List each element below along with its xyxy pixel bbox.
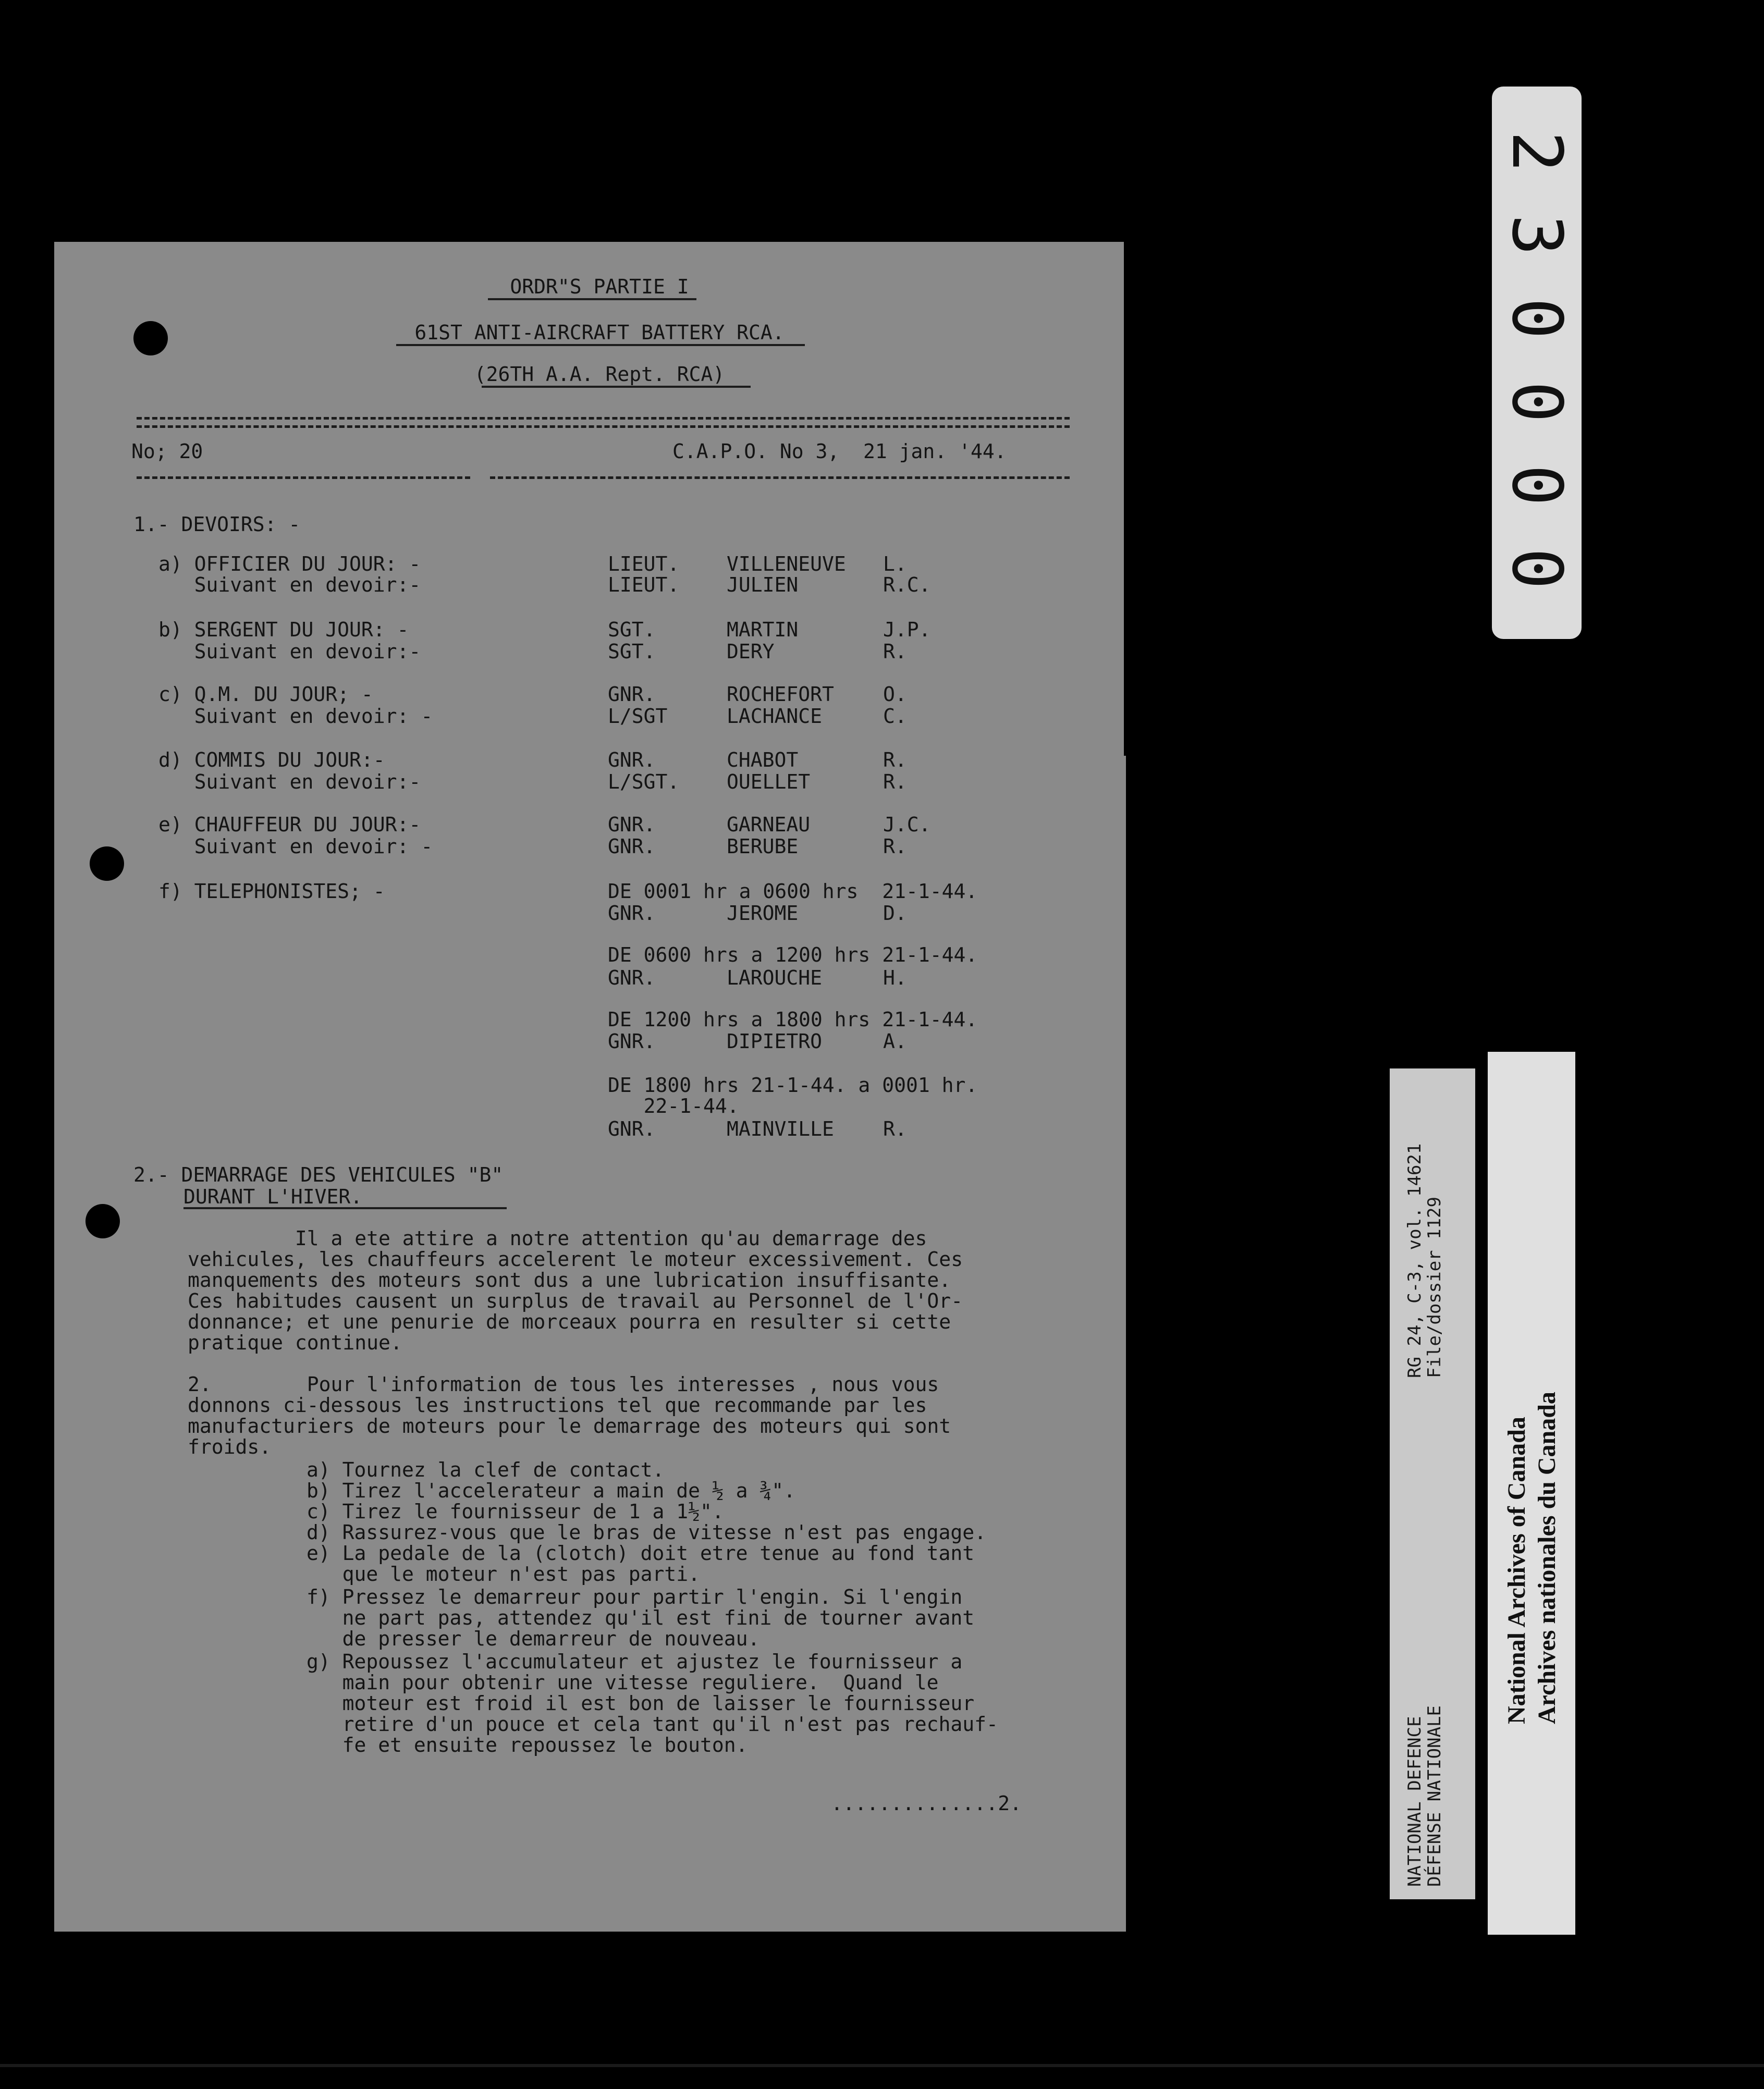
duty-initials: R. xyxy=(883,1117,907,1140)
stamp-digit: 0 xyxy=(1497,381,1577,423)
duty-initials: D. xyxy=(883,902,907,925)
list-item: main pour obtenir une vitesse reguliere. Quand le xyxy=(307,1671,939,1694)
reference-text: File/dossier 1129 xyxy=(1424,1197,1445,1378)
stamp-digit: 0 xyxy=(1497,548,1577,589)
list-item: g) Repoussez l'accumulateur et ajustez le fournisseur a xyxy=(307,1650,963,1673)
list-item: d) Rassurez-vous que le bras de vitesse n'est pas engage. xyxy=(307,1521,987,1544)
department-text: NATIONAL DEFENCE xyxy=(1404,1716,1425,1887)
duty-initials: J.C. xyxy=(883,813,931,836)
duty-label: d) COMMIS DU JOUR:- xyxy=(158,748,385,771)
duty-initials: H. xyxy=(883,966,907,989)
archives-canada-label xyxy=(1488,1052,1575,1935)
duty-name: LACHANCE xyxy=(727,705,823,728)
heading-underline xyxy=(183,1207,507,1209)
order-number: No; 20 xyxy=(131,440,203,463)
place-date: C.A.P.O. No 3, 21 jan. '44. xyxy=(672,440,1007,463)
list-item: e) La pedale de la (clotch) doit etre tenue au fond tant xyxy=(307,1542,975,1565)
title-underline xyxy=(488,298,696,300)
order-title: ORDR"S PARTIE I xyxy=(510,275,689,298)
duty-initials: O. xyxy=(883,683,907,706)
stamp-digit: 0 xyxy=(1497,298,1577,339)
shift-time: DE 1800 hrs 21-1-44. a 0001 hr. xyxy=(608,1074,978,1097)
duty-name: DIPIETRO xyxy=(727,1030,823,1053)
duty-rank: L/SGT xyxy=(608,705,668,728)
separator xyxy=(137,476,470,479)
duty-label: Suivant en devoir: - xyxy=(158,835,433,858)
reference-text: RG 24, C-3, vol. 14621 xyxy=(1404,1143,1425,1378)
stamp-digit: 2 xyxy=(1497,131,1577,173)
punch-hole xyxy=(85,1204,120,1238)
text-line: donnance; et une penurie de morceaux pourra en resulter si cette xyxy=(188,1310,951,1333)
duty-rank: GNR. xyxy=(608,683,656,706)
duty-name: VILLENEUVE xyxy=(727,552,846,575)
shift-time: DE 0600 hrs a 1200 hrs 21-1-44. xyxy=(608,943,978,966)
punch-hole xyxy=(133,321,168,355)
duty-rank: GNR. xyxy=(608,902,656,925)
list-item: moteur est froid il est bon de laisser le fournisseur xyxy=(307,1692,975,1715)
duty-label: c) Q.M. DU JOUR; - xyxy=(158,683,373,706)
duty-label: Suivant en devoir:- xyxy=(158,770,421,793)
list-item: ne part pas, attendez qu'il est fini de tourner avant xyxy=(307,1606,975,1629)
duty-label: f) TELEPHONISTES; - xyxy=(158,880,385,903)
duty-label: Suivant en devoir:- xyxy=(158,573,421,596)
duty-label: Suivant en devoir:- xyxy=(158,640,421,663)
archives-text: National Archives of Canada xyxy=(1503,1417,1530,1724)
duty-name: MAINVILLE xyxy=(727,1117,834,1140)
duty-name: JULIEN xyxy=(727,573,799,596)
shift-time: 22-1-44. xyxy=(608,1095,739,1117)
shift-time: DE 1200 hrs a 1800 hrs 21-1-44. xyxy=(608,1008,978,1031)
duty-name: MARTIN xyxy=(727,618,799,641)
duty-rank: SGT. xyxy=(608,618,656,641)
text-line: Ces habitudes causent un surplus de travail au Personnel de l'Or- xyxy=(188,1289,963,1312)
list-item: a) Tournez la clef de contact. xyxy=(307,1458,665,1481)
duty-rank: GNR. xyxy=(608,966,656,989)
separator xyxy=(137,425,1070,428)
duty-rank: GNR. xyxy=(608,1117,656,1140)
list-item: retire d'un pouce et cela tant qu'il n'est pas rechauf- xyxy=(307,1713,998,1736)
duty-name: CHABOT xyxy=(727,748,799,771)
duty-rank: GNR. xyxy=(608,835,656,858)
battery-underline xyxy=(396,344,805,346)
list-item: c) Tirez le fournisseur de 1 a 1½". xyxy=(307,1500,724,1523)
section-heading: 2.- DEMARRAGE DES VEHICULES "B" xyxy=(133,1163,504,1186)
archives-text: Archives nationales du Canada xyxy=(1533,1392,1561,1724)
duty-initials: R. xyxy=(883,770,907,793)
battery-name: 61ST ANTI-AIRCRAFT BATTERY RCA. xyxy=(414,321,785,344)
duty-name: JEROME xyxy=(727,902,799,925)
punch-hole xyxy=(90,846,124,881)
department-text: DÉFENSE NATIONALE xyxy=(1424,1705,1445,1887)
stamp-digit: 0 xyxy=(1497,464,1577,506)
text-line: Il a ete attire a notre attention qu'au demarrage des xyxy=(188,1227,927,1250)
text-line: donnons ci-dessous les instructions tel que recommande par les xyxy=(188,1394,927,1417)
duty-rank: LIEUT. xyxy=(608,573,680,596)
frame-number-stamp xyxy=(1492,87,1582,639)
text-line: froids. xyxy=(188,1435,272,1458)
frame-border xyxy=(0,2064,1764,2067)
duty-initials: R. xyxy=(883,835,907,858)
duty-name: OUELLET xyxy=(727,770,811,793)
duty-initials: L. xyxy=(883,552,907,575)
duty-initials: A. xyxy=(883,1030,907,1053)
list-item: que le moteur n'est pas parti. xyxy=(307,1563,700,1586)
stamp-digit: 3 xyxy=(1497,214,1577,256)
section-heading: DURANT L'HIVER. xyxy=(183,1185,363,1208)
list-item: fe et ensuite repoussez le bouton. xyxy=(307,1734,748,1756)
text-line: manquements des moteurs sont dus a une lubrication insuffisante. xyxy=(188,1269,951,1292)
separator xyxy=(490,476,1070,479)
duty-rank: GNR. xyxy=(608,748,656,771)
page-edge xyxy=(1119,756,1126,1932)
regiment-name: (26TH A.A. Rept. RCA) xyxy=(474,363,725,386)
duty-rank: LIEUT. xyxy=(608,552,680,575)
duty-label: b) SERGENT DU JOUR: - xyxy=(158,618,409,641)
duty-name: ROCHEFORT xyxy=(727,683,834,706)
duty-label: e) CHAUFFEUR DU JOUR:- xyxy=(158,813,421,836)
list-item: b) Tirez l'accelerateur a main de ½ a ¾". xyxy=(307,1479,795,1502)
text-line: vehicules, les chauffeurs accelerent le moteur excessivement. Ces xyxy=(188,1248,963,1271)
duty-rank: SGT. xyxy=(608,640,656,663)
duty-initials: R. xyxy=(883,748,907,771)
duty-initials: J.P. xyxy=(883,618,931,641)
archive-reference-label xyxy=(1390,1068,1475,1899)
duty-label: Suivant en devoir: - xyxy=(158,705,433,728)
duty-initials: R.C. xyxy=(883,573,931,596)
duty-name: BERUBE xyxy=(727,835,799,858)
duty-rank: GNR. xyxy=(608,813,656,836)
section-heading: 1.- DEVOIRS: - xyxy=(133,513,301,536)
continued-marker: ..............2. xyxy=(831,1792,1022,1815)
text-line: manufacturiers de moteurs pour le demarrage des moteurs qui sont xyxy=(188,1415,951,1437)
regiment-underline xyxy=(482,386,751,388)
duty-label: a) OFFICIER DU JOUR: - xyxy=(158,552,421,575)
duty-initials: C. xyxy=(883,705,907,728)
duty-initials: R. xyxy=(883,640,907,663)
shift-time: DE 0001 hr a 0600 hrs 21-1-44. xyxy=(608,880,978,903)
text-line: pratique continue. xyxy=(188,1331,402,1354)
duty-name: LAROUCHE xyxy=(727,966,823,989)
list-item: de presser le demarreur de nouveau. xyxy=(307,1627,760,1650)
list-item: f) Pressez le demarreur pour partir l'engin. Si l'engin xyxy=(307,1586,963,1608)
duty-name: GARNEAU xyxy=(727,813,811,836)
duty-name: DERY xyxy=(727,640,775,663)
duty-rank: GNR. xyxy=(608,1030,656,1053)
text-line: 2. Pour l'information de tous les interesses , nous vous xyxy=(188,1373,939,1396)
separator xyxy=(137,417,1070,420)
duty-rank: L/SGT. xyxy=(608,770,680,793)
